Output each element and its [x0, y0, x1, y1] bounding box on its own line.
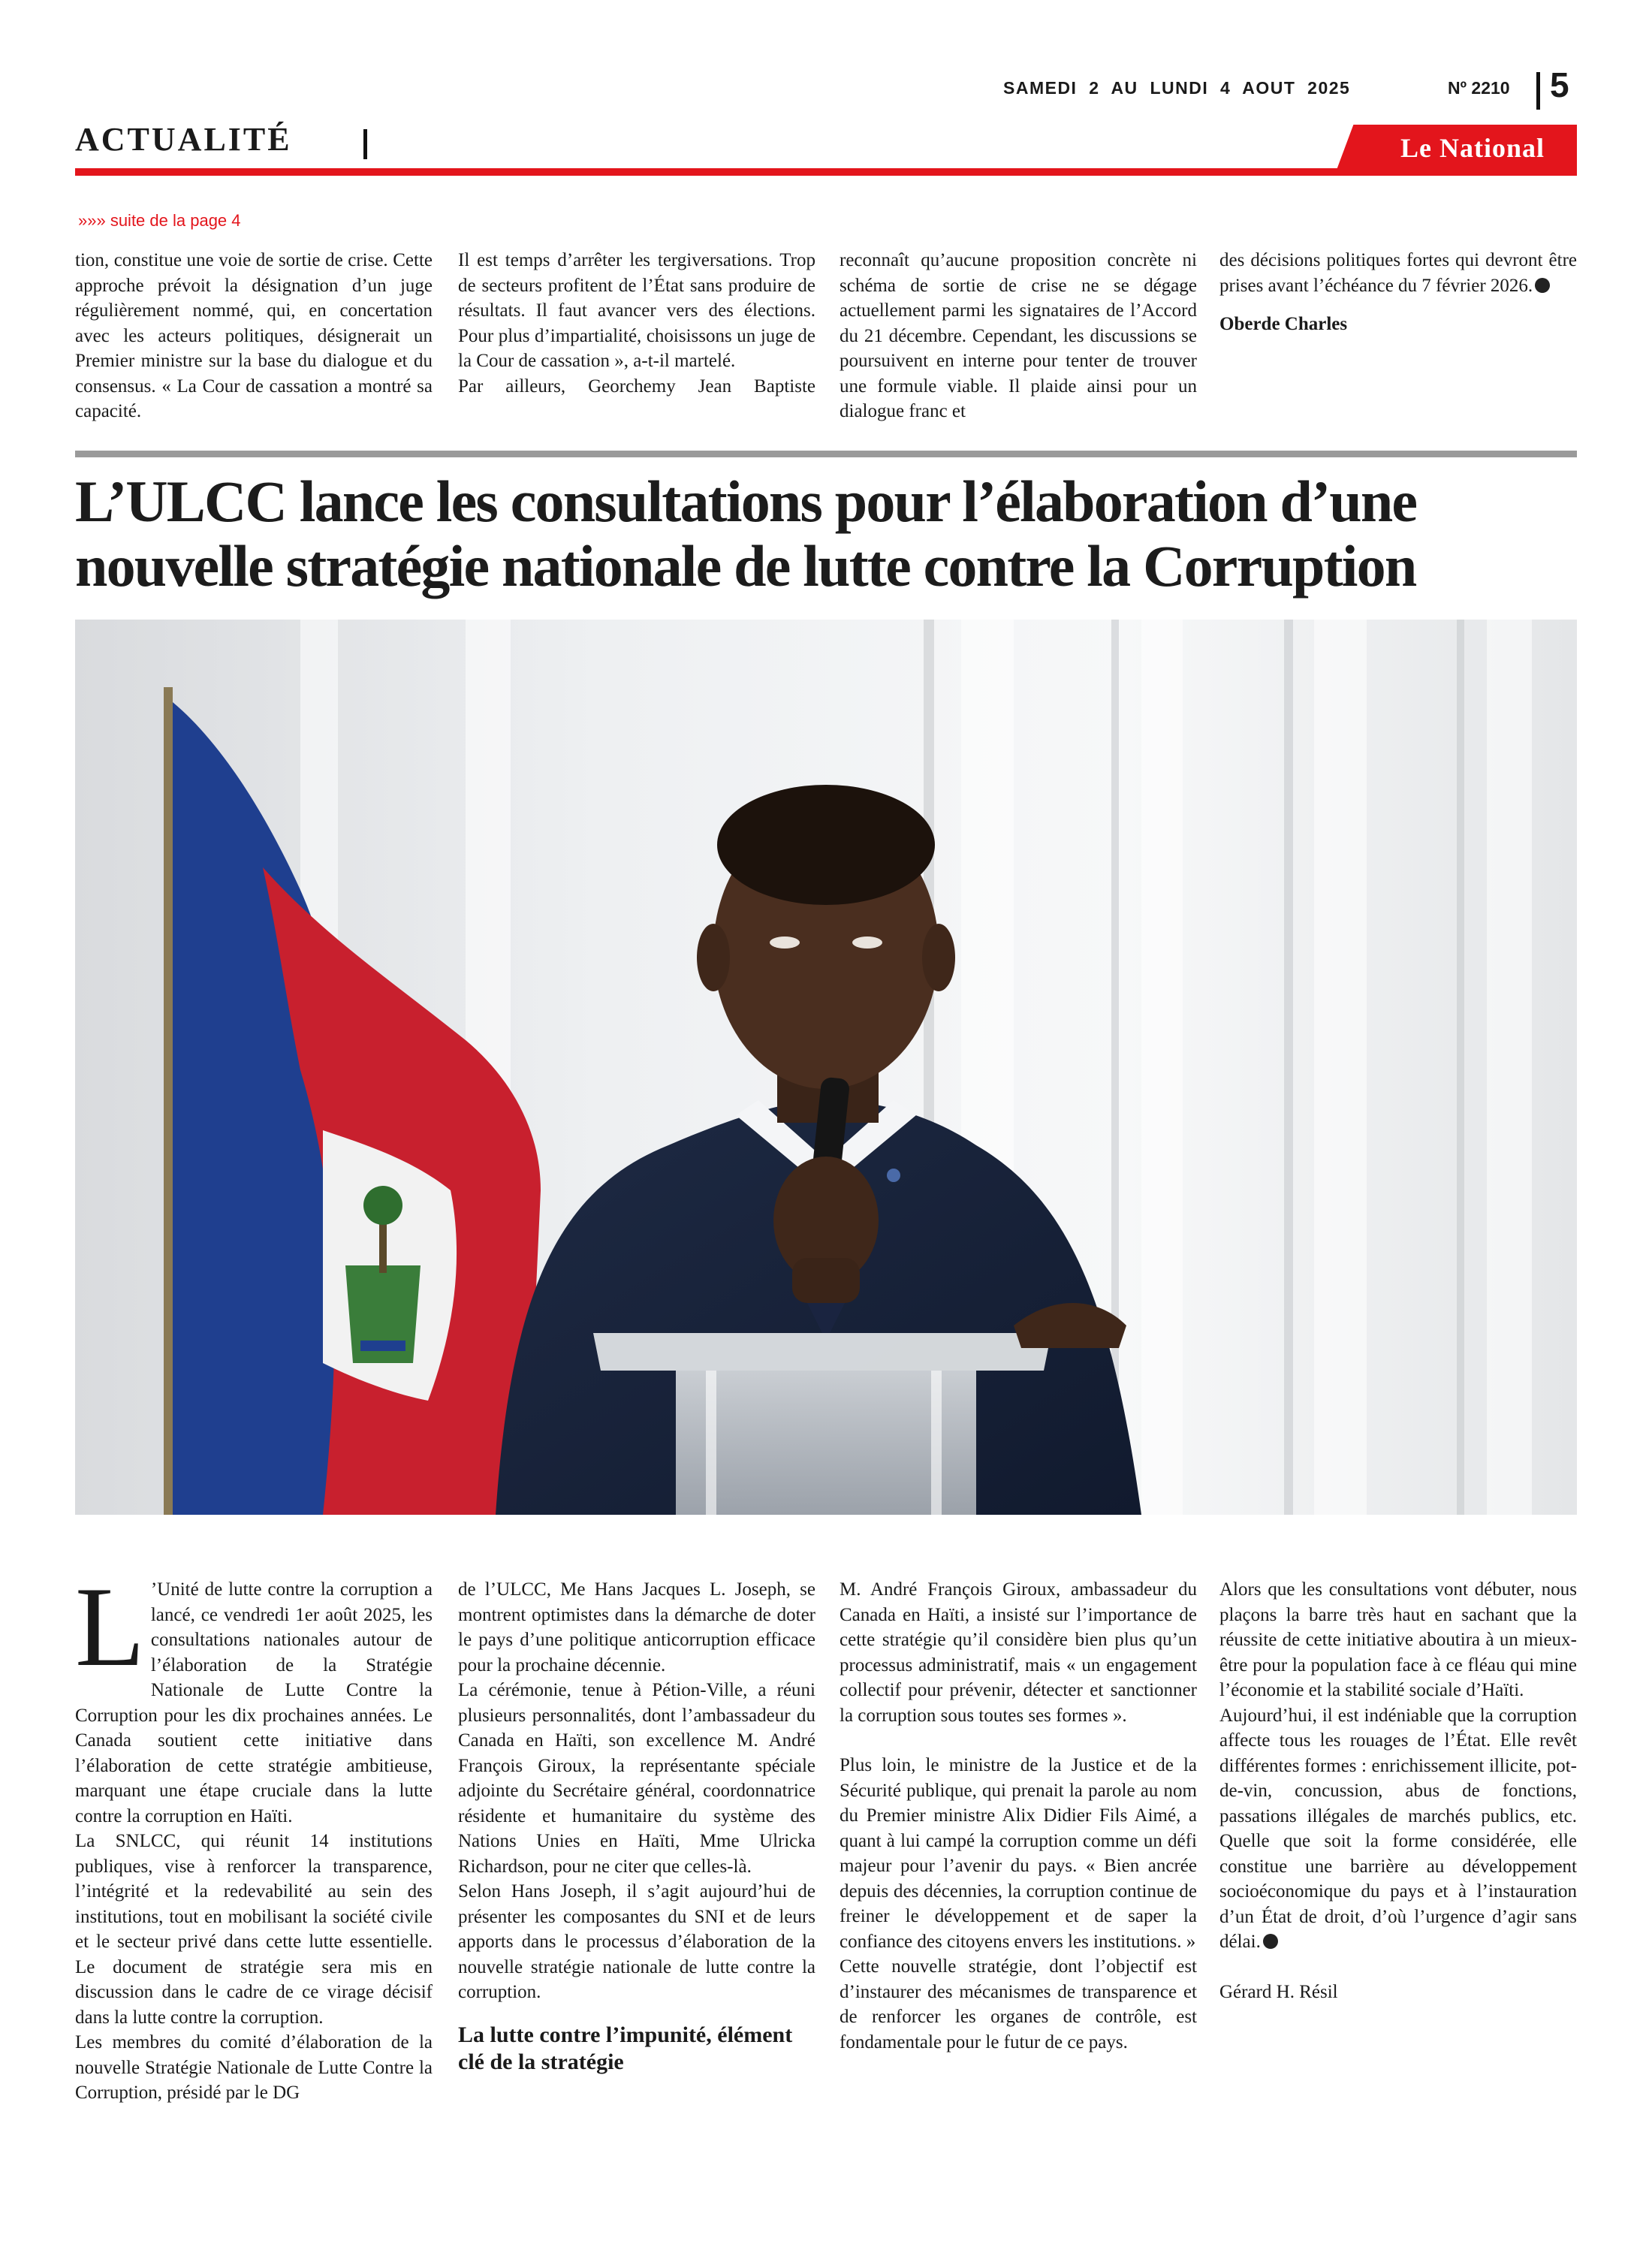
continuation-text: Par ailleurs, Georchemy Jean Baptiste	[458, 376, 815, 397]
article-headline: L’ULCC lance les consultations pour l’élaboration d’une nouvelle stratégie nationale de lutte contre la Corruption	[75, 469, 1417, 599]
article-separator	[75, 451, 1577, 457]
article-author: Gérard H. Résil	[1219, 1981, 1338, 2002]
article-paragraph: Plus loin, le ministre de la Justice et de la Sécurité publique, qui prenait la parole au nom du Premier ministre Alix Didier Fils Aimé, a quant à lui campé la corruption comme un défi majeur pour l’avenir du pays. « Bien ancrée depuis des décennies, la corruption continue de freiner le développement et de saper la confiance des citoyens envers les institutions. »	[840, 1755, 1197, 1952]
article-paragraph: La cérémonie, tenue à Pétion-Ville, a réuni plusieurs personnalités, dont l’ambassadeur du Canada en Haïti, son excellence M. André François Giroux, la représentante spéciale adjointe du Secrétaire général, coordonnatrice résidente et humanitaire du système des Nations Unies en Haïti, Mme Ulricka Richardson, pour ne citer que celles-là.	[458, 1680, 815, 1877]
article-photo	[75, 620, 1577, 1515]
newspaper-name: Le National	[1400, 133, 1545, 163]
article-paragraph: Alors que les consultations vont débuter, nous plaçons la barre très haut en sachant que la réussite de cette initiative aboutira à un mieux-être pour la population face à ce fléau qui mine l’économie et la stabilité sociale d’Haïti.	[1219, 1579, 1577, 1700]
issue-date: SAMEDI 2 AU LUNDI 4 AOUT 2025	[1003, 78, 1351, 98]
end-of-article-icon	[1535, 278, 1550, 293]
article-paragraph: Selon Hans Joseph, il s’agit aujourd’hui de présenter les composantes du SNI et de leurs apports dans le processus d’élaboration de la nouvelle stratégie nationale de lutte contre la corruption.	[458, 1881, 815, 2002]
end-of-article-icon	[1263, 1934, 1278, 1949]
continuation-text: reconnaît qu’aucune proposition concrète ni schéma de sortie de crise ne se dégage actuellement parmi les signataires de l’Accord du 21 décembre. Cependant, les discussions se poursuivent en interne pour tenter de trouver une formule viable. Il plaide ainsi pour un dialogue franc et	[840, 250, 1197, 421]
continuation-column-2	[458, 248, 815, 399]
article-paragraph: M. André François Giroux, ambassadeur du Canada en Haïti, a insisté sur l’importance de cette stratégie qu’il considère bien plus qu’un processus administratif, mais « un engagement collectif pour prévenir, détecter et sanctionner la corruption sous toutes ses formes ».	[840, 1579, 1197, 1726]
article-paragraph: de l’ULCC, Me Hans Jacques L. Joseph, se montrent optimistes dans la démarche de doter le pays d’une politique anticorruption efficace pour la prochaine décennie.	[458, 1579, 815, 1675]
section-divider	[363, 129, 367, 159]
continuation-marker: »»» suite de la page 4	[78, 211, 241, 230]
continuation-text: des décisions politiques fortes qui devront être prises avant l’échéance du 7 février 2026.	[1219, 250, 1577, 296]
continuation-text: Il est temps d’arrêter les tergiversations. Trop de secteurs profitent de l’État sans produire de résultats. Il faut avancer vers des élections. Pour plus d’impartialité, choisissons un juge de la Cour de cassation », a-t-il martelé.	[458, 250, 815, 371]
paragraph-text: Aujourd’hui, il est indéniable que la corruption affecte tous les rouages de l’État. Elle revêt différentes formes : enrichissement illicite, pot-de-vin, concussion, abus de fonctions, passations illégales de marchés publics, etc. Quelle que soit la forme considérée, elle constitue une barrière au développement socioéconomique du pays et à l’instauration d’un État de droit, d’où l’urgence d’agir sans délai.	[1219, 1705, 1577, 1952]
article-column-4	[1219, 1577, 1577, 2004]
page-number: 5	[1550, 65, 1569, 104]
article-end-paragraph	[1219, 1703, 1577, 1955]
article-paragraph: Les membres du comité d’élaboration de la nouvelle Stratégie Nationale de Lutte Contre la Corruption, présidé par le DG	[75, 2032, 433, 2103]
continuation-text: tion, constitue une voie de sortie de crise. Cette approche prévoit la désignation d’un juge régulièrement nommé, qui, en concertation avec les acteurs politiques, désignerait un Premier ministre sur la base du dialogue et du consensus. « La Cour de cassation a montré sa capacité.	[75, 250, 433, 421]
continuation-end-paragraph	[1219, 248, 1577, 298]
article-lead-paragraph	[75, 1564, 433, 1829]
continuation-column-4	[1219, 248, 1577, 337]
article-column-2	[458, 1577, 815, 2076]
article-column-1	[75, 1564, 433, 2106]
page-number-divider	[1536, 72, 1540, 110]
drop-cap: L	[75, 1564, 145, 1690]
continuation-column-1	[75, 248, 433, 424]
article-paragraph: La SNLCC, qui réunit 14 institutions publiques, vise à renforcer la transparence, l’intégrité et la redevabilité au sein des institutions, tout en mobilisant la société civile et le secteur privé dans cette lutte essentielle. Le document de stratégie sera mis en discussion dans le cadre de ce virage décisif dans la lutte contre la corruption.	[75, 1831, 433, 2028]
article-subheading: La lutte contre l’impunité, élément clé de la stratégie	[458, 2022, 793, 2074]
continuation-author: Oberde Charles	[1219, 314, 1348, 334]
section-title: ACTUALITÉ	[75, 121, 292, 158]
article-column-3	[840, 1577, 1197, 2055]
issue-number: Nº 2210	[1448, 78, 1510, 98]
continuation-column-3	[840, 248, 1197, 424]
article-paragraph: Cette nouvelle stratégie, dont l’objectif est d’instaurer des mécanismes de transparence et de renforcer les organes de contrôle, est fondamentale pour le futur de ce pays.	[840, 1956, 1197, 2052]
paragraph-text: ’Unité de lutte contre la corruption a lancé, ce vendredi 1er août 2025, les consultations nationales autour de l’élaboration de la Stratégie Nationale de Lutte Contre la Corruption pour les dix prochaines années. Le Canada soutient cette initiative dans l’élaboration de cette stratégie ambitieuse, marquant une étape cruciale dans la lutte contre la corruption en Haïti.	[75, 1579, 433, 1826]
